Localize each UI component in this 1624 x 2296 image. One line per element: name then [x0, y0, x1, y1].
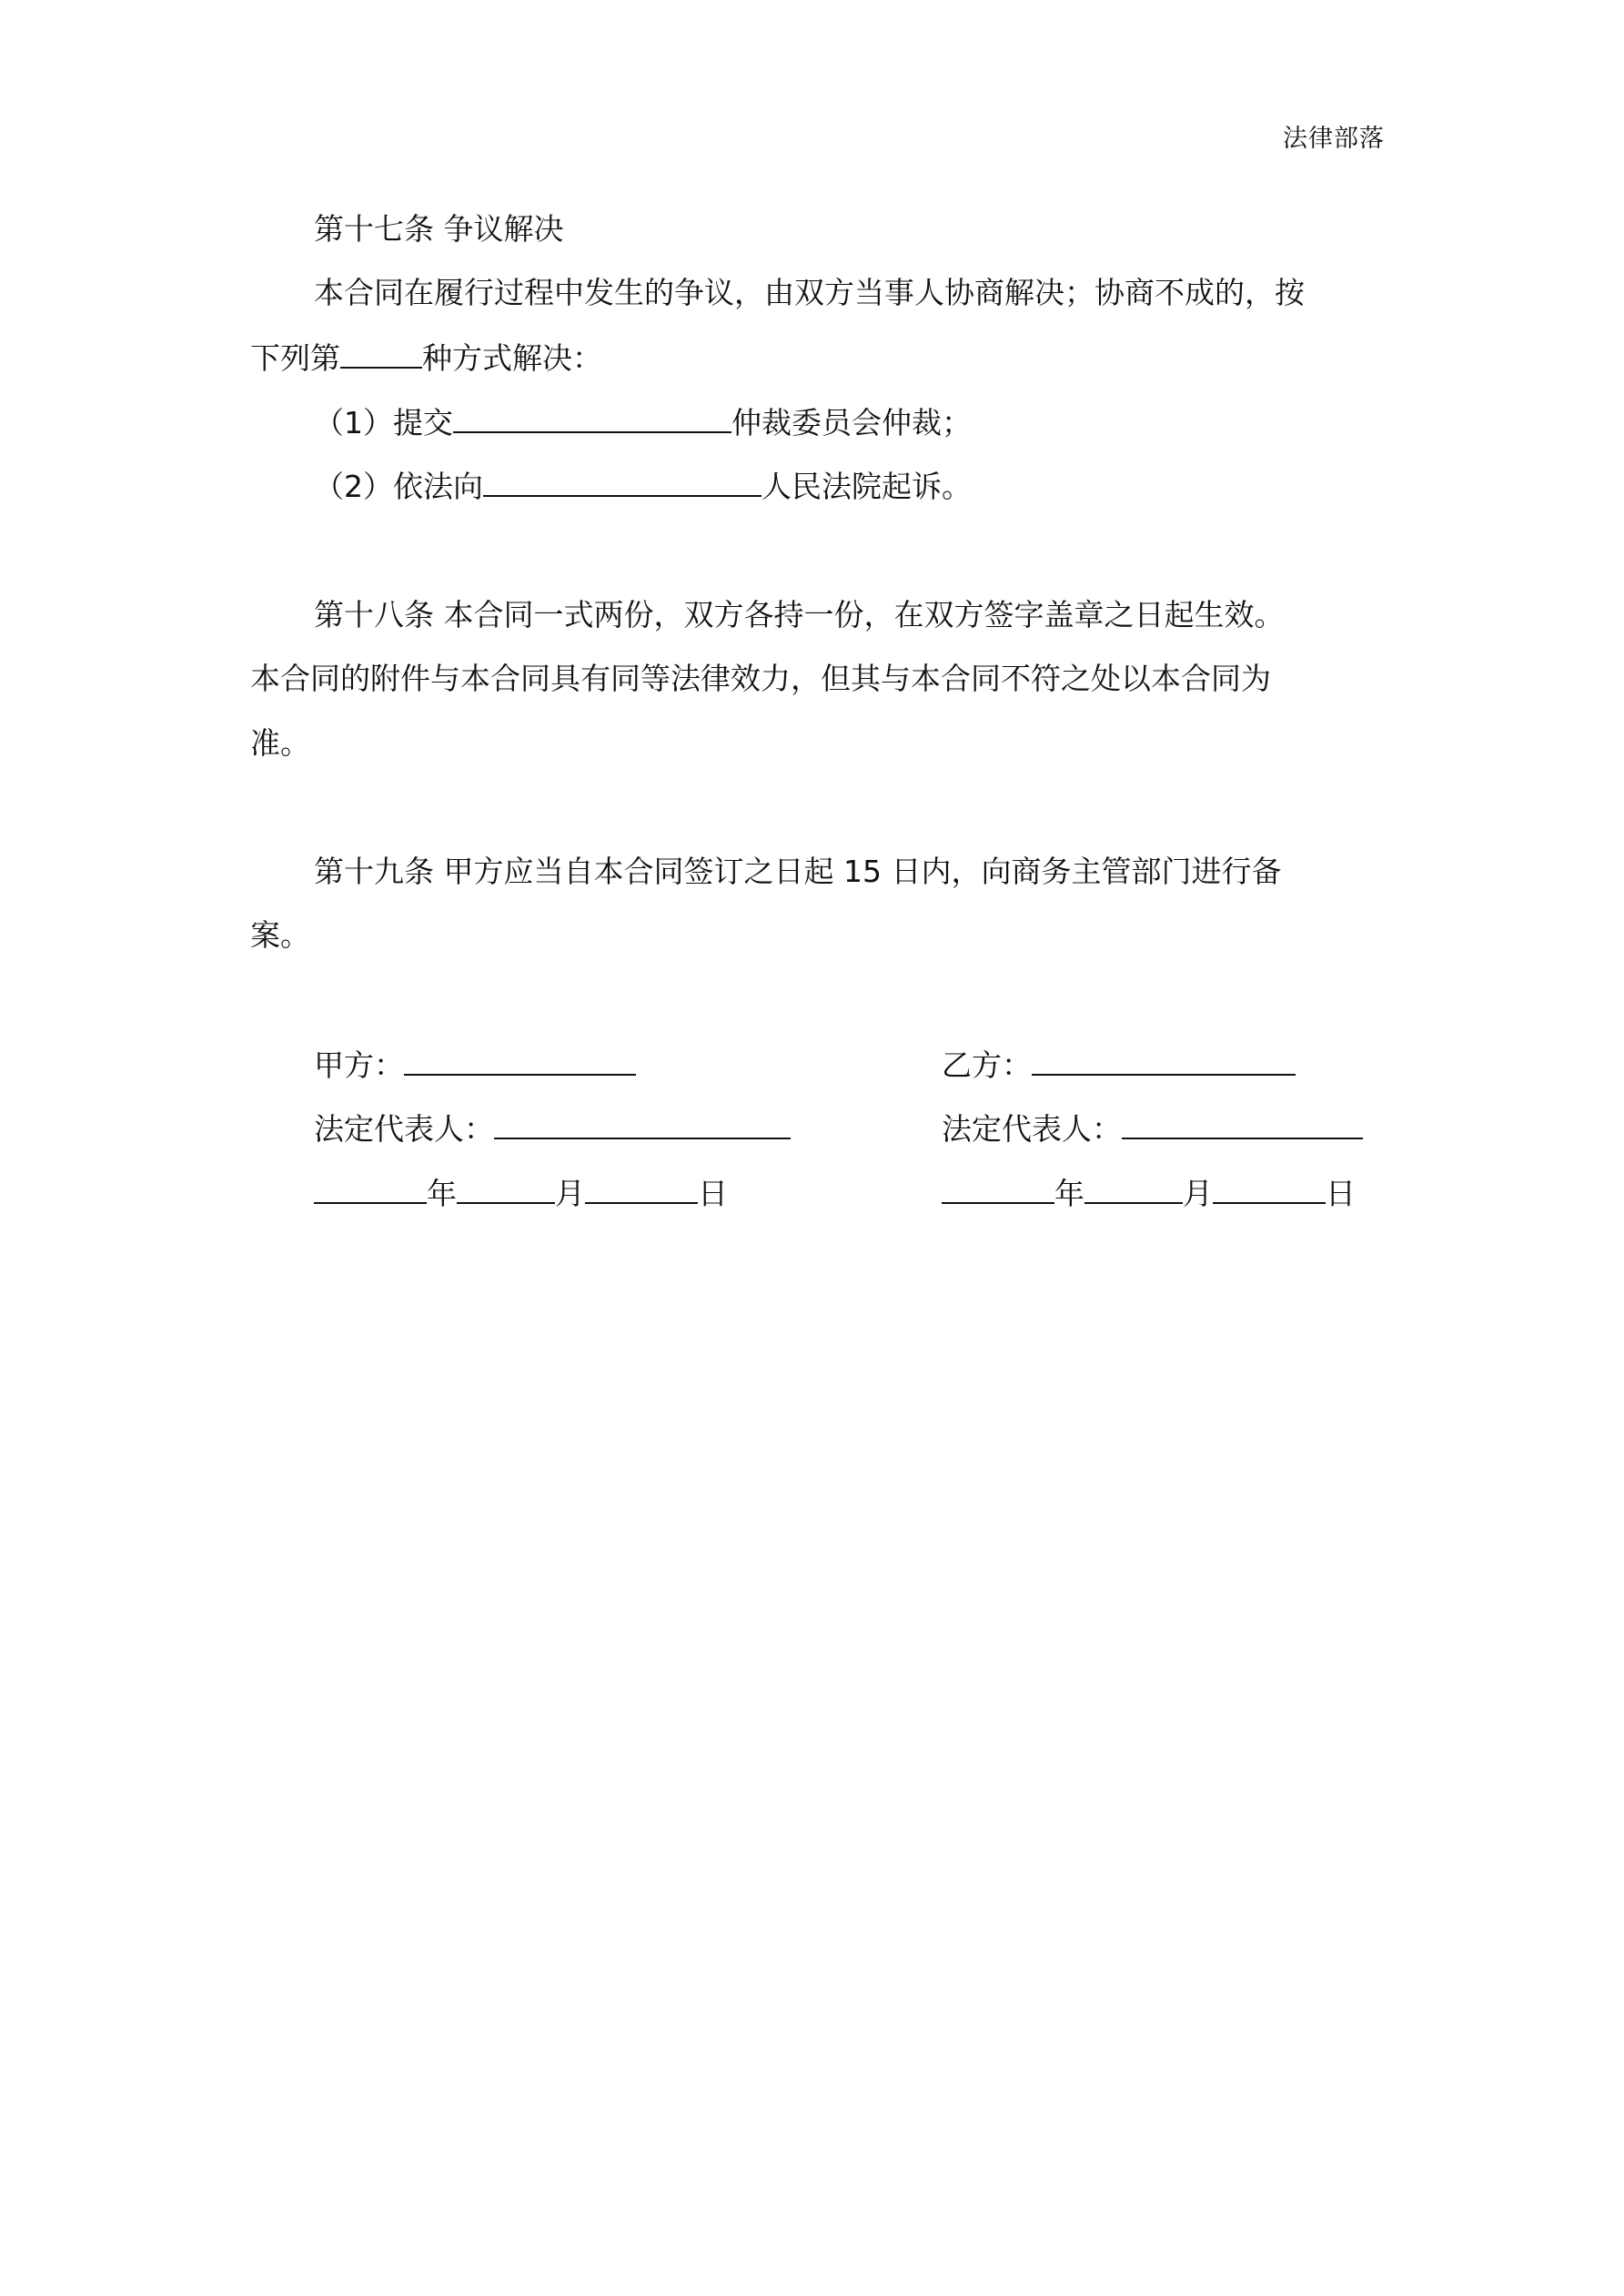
option2-suffix: 人民法院起诉。 [762, 469, 972, 504]
article17-option1 [314, 404, 972, 441]
article18-line2: 本合同的附件与本合同具有同等法律效力，但其与本合同不符之处以本合同为 [250, 661, 1271, 696]
article19-line1: 第十九条 甲方应当自本合同签订之日起 15 日内，向商务主管部门进行备 [314, 854, 1282, 889]
party-a-date-row [314, 1175, 728, 1212]
party-b-year-blank[interactable] [942, 1175, 1054, 1204]
party-a-rep-row [314, 1110, 791, 1148]
article18-line3: 准。 [250, 725, 310, 761]
court-blank[interactable] [483, 468, 762, 497]
party-b-month-label: 月 [1183, 1176, 1213, 1211]
page-header: 法律部落 [1283, 125, 1385, 153]
party-a-rep-label: 法定代表人： [314, 1111, 494, 1147]
party-a-label: 甲方： [314, 1047, 404, 1083]
option1-suffix: 仲裁委员会仲裁； [731, 405, 972, 440]
article17-paragraph-line1: 本合同在履行过程中发生的争议，由双方当事人协商解决；协商不成的，按 [314, 275, 1305, 310]
article17-title: 第十七条 争议解决 [314, 211, 564, 247]
article17-paragraph-line2-prefix: 下列第 [250, 340, 340, 376]
party-a-month-label: 月 [555, 1176, 585, 1211]
party-b-rep-blank[interactable] [1122, 1110, 1363, 1139]
party-a-year-blank[interactable] [314, 1175, 427, 1204]
party-b-date-row [942, 1175, 1356, 1212]
article18-line1: 第十八条 本合同一式两份，双方各持一份，在双方签字盖章之日起生效。 [314, 597, 1285, 632]
method-number-blank[interactable] [340, 339, 422, 369]
option2-prefix: （2）依法向 [314, 469, 483, 504]
party-b-day-label: 日 [1326, 1176, 1356, 1211]
party-b-rep-row [942, 1110, 1363, 1148]
party-b-rep-label: 法定代表人： [942, 1111, 1122, 1147]
party-a-day-blank[interactable] [585, 1175, 698, 1204]
party-a-row [314, 1047, 636, 1084]
article17-paragraph-line2-suffix: 种方式解决： [422, 340, 602, 376]
article17-option2 [314, 468, 972, 505]
option1-prefix: （1）提交 [314, 405, 453, 440]
party-b-blank[interactable] [1032, 1047, 1296, 1076]
party-b-year-label: 年 [1054, 1176, 1084, 1211]
party-a-rep-blank[interactable] [494, 1110, 791, 1139]
party-a-year-label: 年 [427, 1176, 457, 1211]
article19-line2: 案。 [250, 917, 310, 953]
party-a-day-label: 日 [698, 1176, 728, 1211]
party-a-blank[interactable] [404, 1047, 636, 1076]
article17-paragraph-line2 [250, 339, 602, 377]
arbitration-commission-blank[interactable] [453, 404, 731, 433]
party-b-month-blank[interactable] [1084, 1175, 1183, 1204]
party-b-row [942, 1047, 1296, 1084]
party-a-month-blank[interactable] [457, 1175, 555, 1204]
party-b-label: 乙方： [942, 1047, 1032, 1083]
party-b-day-blank[interactable] [1213, 1175, 1326, 1204]
